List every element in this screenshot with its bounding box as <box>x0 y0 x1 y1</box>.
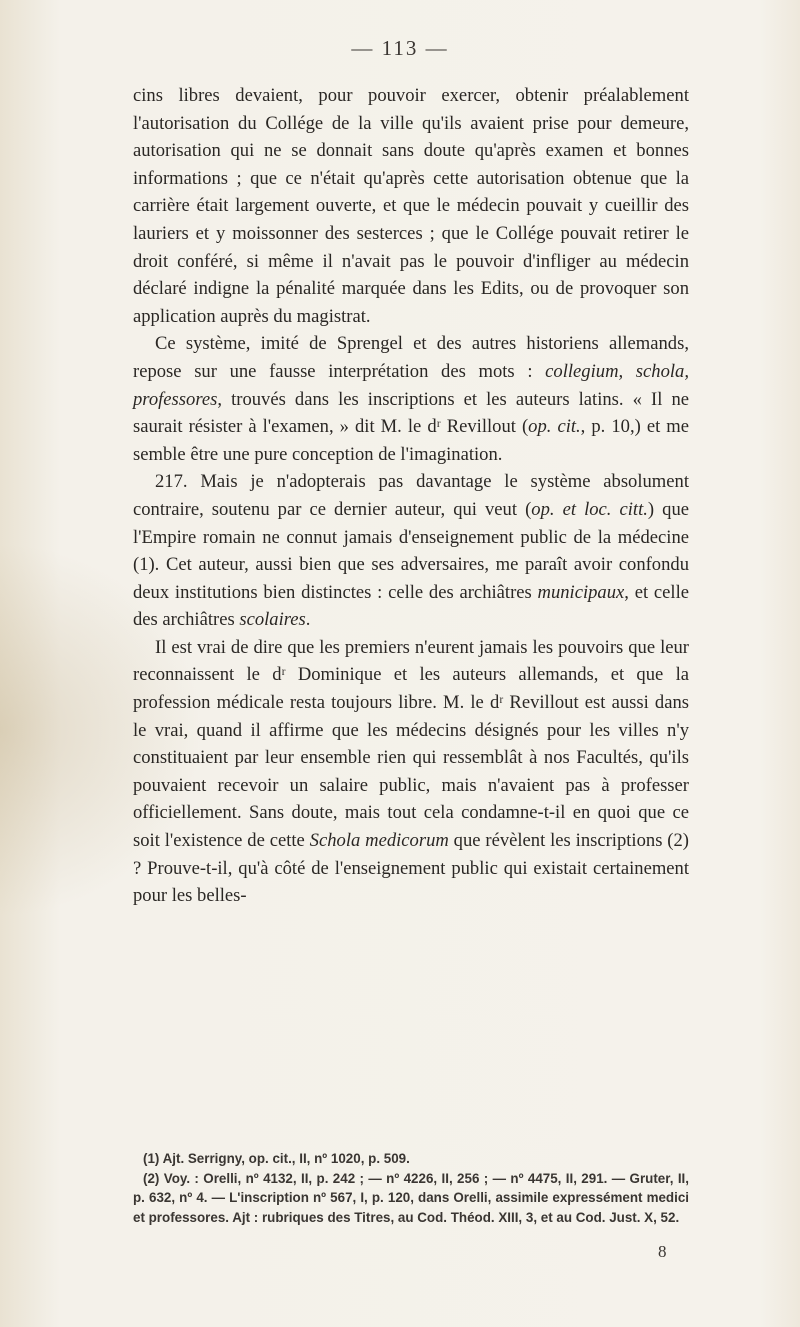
footnotes <box>133 1149 689 1227</box>
p2-text-e: , p. 10,) et me semble être une pure conception de l'imagination. <box>133 416 689 465</box>
p4-text-c: que révèlent les inscriptions (2) ? Prouve-t-il, qu'à côté de l'enseignement public qui existait certainement pour les belles- <box>133 830 689 907</box>
paragraph-1: cins libres devaient, pour pouvoir exercer, obtenir préalablement l'autorisation du Collége de la ville qu'ils avaient prise pour demeure, autorisation qui ne se donnait sans doute qu'après examen et bonnes informations ; que ce n'était qu'après cette autorisation obtenue que la carrière était largement ouverte, et que le médecin pouvait y cueillir des lauriers et y moissonner des sesterces ; que le Collége pouvait retirer le droit conféré, si même il n'avait pas le pouvoir d'infliger au médecin déclaré indigne la pénalité marquée dans les Edits, ou de provoquer son application auprès du magistrat. <box>133 85 689 327</box>
p2-text-c: , trouvés dans les inscriptions et les auteurs latins. « Il ne saurait résister à l'examen, » dit M. le dʳ Revillout ( <box>133 388 689 438</box>
p4-italic-schola: Schola medicorum <box>309 830 449 852</box>
p2-italic-terms: collegium, schola, professores <box>133 360 690 410</box>
p4-text-a: Il est vrai de dire que les premiers n'eurent jamais les pouvoirs que leur reconnaissent le dʳ Dominique et les auteurs allemands, et que la profession médicale resta toujours libre. M. le dʳ Revillout est aussi dans le vrai, quand il affirme que les médecins désignés pour les villes n'y constituaient par leur ensemble rien qui ressemblât à nos Facultés, qu'ils pouvaient recevoir un salaire public, mais n'avaient pas à professer officiellement. Sans doute, mais tout cela condamne-t-il en quoi que ce soit l'existence de cette <box>133 636 689 852</box>
p3-text-e: , et celle des archiâtres <box>133 581 689 631</box>
paragraph-3 <box>133 468 689 634</box>
p2-italic-opcit: op. cit. <box>528 416 581 438</box>
footnote-1: (1) Ajt. Serrigny, op. cit., II, nº 1020, p. 509. <box>143 1151 410 1166</box>
p2-text-a: Ce système, imité de Sprengel et des autres historiens allemands, repose sur une fausse interprétation des mots : <box>133 333 689 382</box>
main-text <box>133 82 689 910</box>
p3-italic-municipaux: municipaux <box>537 581 625 603</box>
p3-italic-citt: op. et loc. citt. <box>531 498 648 520</box>
p3-text-c: ) que l'Empire romain ne connut jamais d'enseignement public de la médecine (1). Cet auteur, aussi bien que ses adversaires, me paraît avoir confondu deux institutions bien distinctes : celle des archiâtres <box>133 498 690 603</box>
paragraph-4 <box>133 634 689 910</box>
footnote-2: (2) Voy. : Orelli, nº 4132, II, p. 242 ; — nº 4226, II, 256 ; — nº 4475, II, 291. — Gruter, II, p. 632, nº 4. — L'inscription nº 567, I, p. 120, dans Orelli, assimile expressément medici et professores. Ajt : rubriques des Titres, au Cod. Théod. XIII, 3, et au Cod. Just. X, 52. <box>133 1170 689 1225</box>
p3-text-g: . <box>305 609 311 631</box>
signature-mark: 8 <box>658 1242 667 1261</box>
p3-italic-scolaires: scolaires <box>239 609 306 631</box>
page-number: — 113 — <box>351 36 449 60</box>
paragraph-2 <box>133 330 689 468</box>
p3-text-a: 217. Mais je n'adopterais pas davantage le système absolument contraire, soutenu par ce dernier auteur, qui veut ( <box>133 471 689 520</box>
